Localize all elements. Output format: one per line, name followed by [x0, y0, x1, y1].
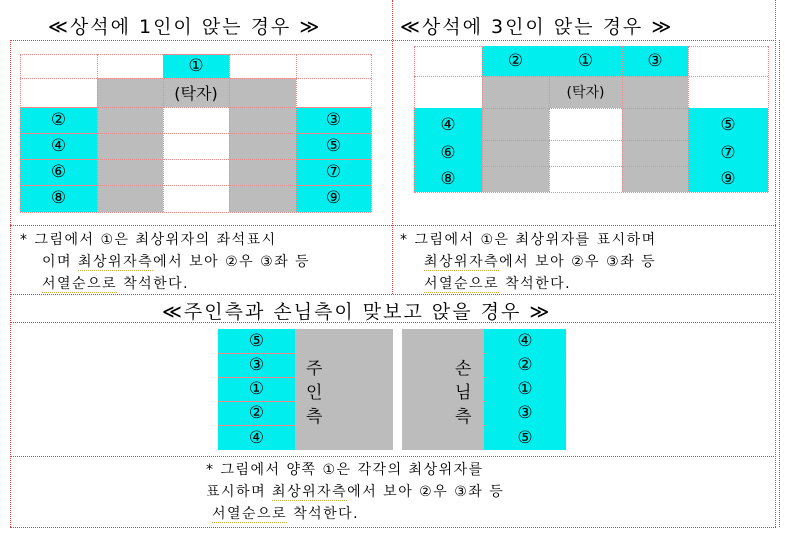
note-text: 서열순으로: [212, 506, 288, 522]
grid-line: [414, 192, 768, 193]
seat-number: ⑤: [248, 331, 265, 351]
grid-line: [296, 54, 297, 212]
grid-line: [218, 377, 295, 378]
note-line: * 그림에서 ①은 최상위자의 좌석표시: [20, 232, 277, 248]
note-line: [206, 503, 504, 525]
grid-line: [414, 140, 768, 141]
grid-line: [484, 353, 566, 354]
table-label: (탁자): [566, 85, 605, 101]
seat-number: ⑧: [440, 169, 456, 189]
grid-line: [688, 46, 689, 192]
grid-line: [549, 46, 550, 192]
grid-line: [768, 46, 769, 192]
note-text: 에서 보아 ②우 ③좌 등: [347, 484, 505, 500]
grid-line: [622, 46, 623, 192]
guest-label-char: 님: [455, 383, 472, 403]
note-text: 서열순으로: [42, 276, 118, 292]
grid-line: [484, 377, 566, 378]
seat-number: ⑦: [720, 143, 736, 163]
note-line: * 그림에서 ①은 최상위자를 표시하며: [400, 232, 657, 248]
note-text: 착석한다.: [117, 276, 190, 292]
note-three-absent: [400, 229, 657, 295]
frame-right2: [779, 40, 780, 527]
title-three-absent: ≪상석에 3인이 앉는 경우 ≫: [400, 16, 674, 38]
seat-number: ⑥: [440, 143, 456, 163]
guest-table: [402, 329, 484, 450]
seat-number: ⑧: [50, 188, 67, 208]
grid-line: [371, 54, 372, 212]
seat-number: ①: [577, 51, 594, 71]
seat-number: ⑥: [50, 162, 67, 182]
note-text: 에서 보아 ②우 ③좌 등: [153, 254, 311, 270]
host-label-char: 측: [306, 407, 323, 427]
seat-number: ④: [440, 115, 456, 135]
note-line: [400, 251, 657, 273]
note-text: 최상위자측: [272, 484, 348, 500]
seat-number: ①: [517, 379, 533, 399]
frame-top: [10, 40, 776, 41]
note-line: * 그림에서 양쪽 ①은 각각의 최상위자를: [206, 462, 484, 478]
seat-number: ⑤: [325, 136, 342, 156]
grid-line: [484, 401, 566, 402]
note-text: 에서 보아 ②우 ③좌 등: [499, 254, 657, 270]
seat-number: ①: [188, 56, 204, 76]
seat-number: ②: [507, 51, 524, 71]
grid-line: [218, 353, 295, 354]
seat-number: ④: [248, 427, 265, 448]
seat-number: ③: [248, 355, 265, 375]
note-text: 착석한다.: [499, 276, 572, 292]
grid-line: [97, 54, 98, 212]
seat-number: ⑨: [325, 188, 342, 208]
seat-number: ②: [248, 403, 265, 423]
grid-line: [482, 46, 483, 192]
grid-line: [414, 46, 415, 192]
grid-line: [20, 133, 371, 134]
table-label: (탁자): [174, 83, 218, 103]
note-text: 표시하며: [206, 484, 273, 500]
seat-number: ⑦: [325, 162, 342, 182]
grid-line: [414, 108, 768, 109]
note-text: 최상위자측: [424, 254, 500, 270]
frame-mid: [10, 225, 776, 226]
note-facing: [206, 459, 504, 525]
seat-number: ③: [325, 110, 342, 130]
note-one-absent: [20, 229, 310, 295]
frame-center: [392, 0, 393, 294]
grid-line: [218, 401, 295, 402]
seat-number: ③: [647, 51, 663, 71]
seat-number: ②: [517, 355, 533, 375]
note-line: [206, 481, 504, 503]
note-line: [20, 251, 310, 273]
note-text: 서열순으로: [424, 276, 500, 292]
grid-line: [414, 76, 768, 77]
grid-line: [218, 425, 295, 426]
grid-line: [20, 54, 371, 55]
grid-line: [20, 54, 21, 212]
seat-number: ⑤: [720, 115, 736, 135]
frame-right: [775, 0, 776, 527]
guest-label-char: 측: [455, 407, 472, 427]
seat-number: ⑤: [517, 427, 533, 448]
note-text: 착석한다.: [287, 506, 360, 522]
grid-line: [484, 425, 566, 426]
host-label-char: 주: [306, 359, 323, 379]
frame-left: [10, 40, 11, 527]
grid-line: [414, 46, 768, 47]
seat-number: ④: [517, 331, 533, 351]
frame-mid4: [10, 456, 776, 457]
grid-line: [20, 107, 371, 108]
grid-line: [20, 185, 371, 186]
grid-line: [20, 212, 371, 213]
grid-line: [414, 166, 768, 167]
guest-label-char: 손: [455, 359, 472, 379]
grid-line: [20, 78, 371, 79]
seat-number: ①: [248, 379, 265, 399]
note-text: 이며: [42, 254, 78, 270]
seat-number: ④: [50, 136, 67, 156]
note-line: [20, 273, 310, 295]
grid-line: [20, 159, 371, 160]
title-one-absent: ≪상석에 1인이 앉는 경우 ≫: [48, 16, 322, 38]
seat-number: ③: [517, 403, 533, 423]
grid-line: [229, 54, 230, 212]
note-line: [400, 273, 657, 295]
seat-number: ②: [50, 110, 67, 130]
seat-number: ⑨: [720, 169, 736, 189]
grid-line: [163, 54, 164, 212]
frame-bottom: [10, 527, 776, 528]
host-label-char: 인: [306, 383, 323, 403]
note-text: 최상위자측: [78, 254, 154, 270]
table-gap: [549, 108, 622, 192]
title-facing: ≪주인측과 손님측이 맞보고 앉을 경우 ≫: [162, 301, 552, 323]
